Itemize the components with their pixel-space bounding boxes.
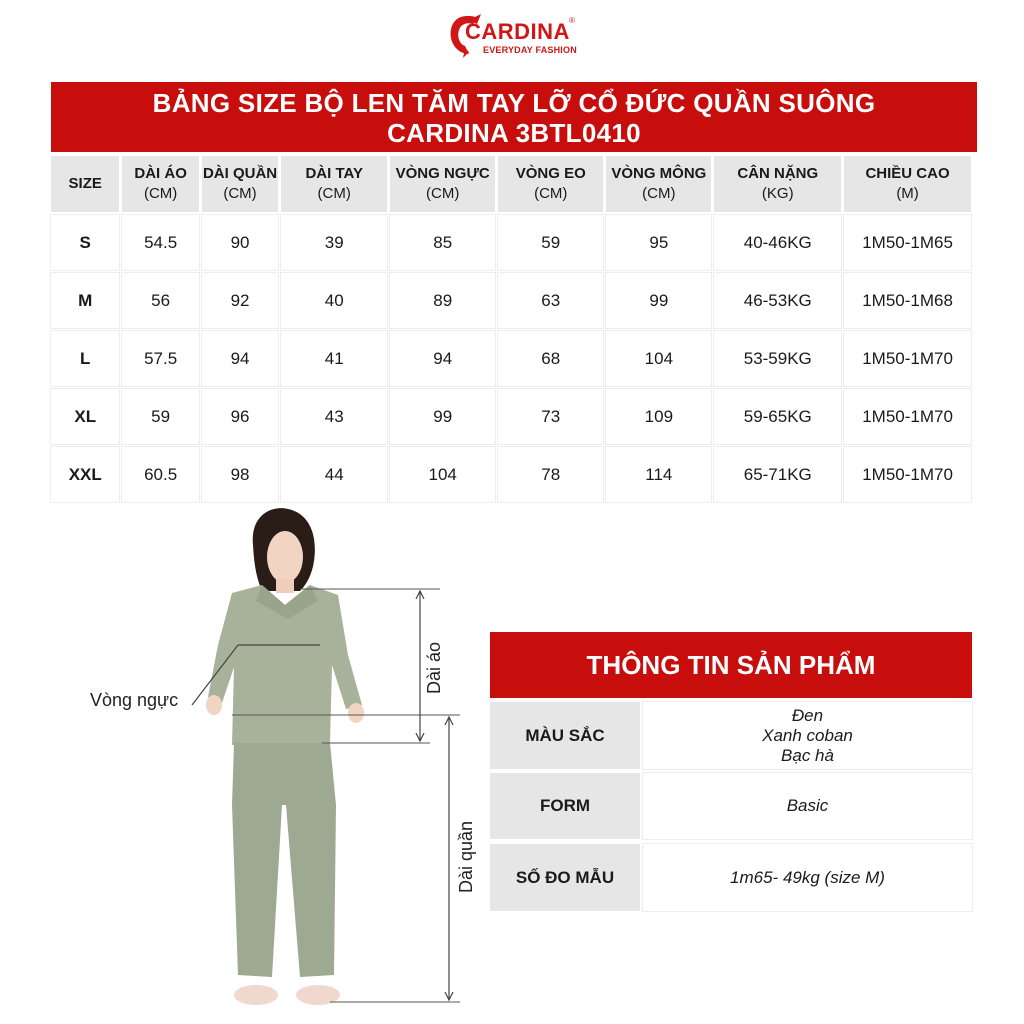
table-cell: 40-46KG [714,215,841,270]
table-row [51,389,971,444]
table-row [51,215,971,270]
table-cell: 68 [498,331,603,386]
header-hip: VÒNG MÔNG (CM) [606,156,711,212]
color-value: Xanh coban [762,725,853,745]
table-cell: M [51,273,119,328]
table-cell: 1M50-1M68 [844,273,971,328]
table-cell: 43 [281,389,387,444]
table-cell: 104 [606,331,711,386]
table-cell: XL [51,389,119,444]
title-line-1: BẢNG SIZE BỘ LEN TĂM TAY LỠ CỔ ĐỨC QUẦN SUÔNG [152,88,876,118]
table-cell: 40 [281,273,387,328]
model-figure [0,505,500,1024]
header-size: SIZE [51,156,119,212]
table-cell: 65-71KG [714,447,841,502]
table-cell: 92 [202,273,279,328]
table-cell: 94 [202,331,279,386]
table-cell: 60.5 [122,447,198,502]
sample-value: 1m65- 49kg (size M) [643,844,972,911]
table-cell: XXL [51,447,119,502]
header-height: CHIỀU CAO (M) [844,156,971,212]
sample-label: SỐ ĐO MẪU [490,844,640,911]
pants-length-label: Dài quần [456,820,476,893]
table-cell: 78 [498,447,603,502]
table-cell: 44 [281,447,387,502]
table-cell: 99 [390,389,495,444]
table-cell: 59-65KG [714,389,841,444]
table-row [51,331,971,386]
header-chest: VÒNG NGỰC (CM) [390,156,495,212]
table-cell: 1M50-1M70 [844,447,971,502]
color-value: Đen [791,705,824,725]
color-values [643,702,972,769]
header-weight: CÂN NẶNG (KG) [714,156,841,212]
header-pants-length: DÀI QUẦN (CM) [202,156,279,212]
table-cell: 56 [122,273,198,328]
table-cell: 104 [390,447,495,502]
brand-logo [447,12,587,58]
table-cell: 57.5 [122,331,198,386]
info-row-color [490,702,972,769]
table-cell: 99 [606,273,711,328]
header-sleeve-length: DÀI TAY (CM) [281,156,387,212]
table-cell: S [51,215,119,270]
header-shirt-length: DÀI ÁO (CM) [122,156,198,212]
table-cell: 54.5 [122,215,198,270]
table-cell: 109 [606,389,711,444]
table-cell: 59 [122,389,198,444]
shirt-length-label: Dài áo [424,641,444,694]
table-cell: 46-53KG [714,273,841,328]
size-chart-title [51,82,977,152]
table-cell: 1M50-1M70 [844,389,971,444]
table-cell: 39 [281,215,387,270]
table-cell: 1M50-1M65 [844,215,971,270]
table-cell: 85 [390,215,495,270]
info-row-form [490,773,972,839]
table-cell: 98 [202,447,279,502]
registered-mark: ® [569,16,575,25]
table-header-row [51,156,971,212]
table-cell: 59 [498,215,603,270]
info-row-sample [490,844,972,911]
table-cell: L [51,331,119,386]
form-value: Basic [643,773,972,839]
table-row [51,447,971,502]
form-label: FORM [490,773,640,839]
table-cell: 63 [498,273,603,328]
table-cell: 73 [498,389,603,444]
color-value: Bạc hà [781,745,834,765]
table-cell: 96 [202,389,279,444]
table-cell: 90 [202,215,279,270]
table-cell: 1M50-1M70 [844,331,971,386]
header-waist: VÒNG EO (CM) [498,156,603,212]
table-cell: 94 [390,331,495,386]
table-cell: 53-59KG [714,331,841,386]
table-row [51,273,971,328]
brand-name: CARDINA [465,19,570,44]
color-label: MÀU SẮC [490,702,640,769]
table-cell: 89 [390,273,495,328]
table-cell: 41 [281,331,387,386]
brand-tagline: EVERYDAY FASHION [483,45,577,55]
title-line-2: CARDINA 3BTL0410 [387,118,641,148]
size-table [48,153,974,505]
table-cell: 95 [606,215,711,270]
chest-measure-label: Vòng ngực [90,690,179,710]
table-cell: 114 [606,447,711,502]
product-info-title: THÔNG TIN SẢN PHẨM [490,632,972,698]
